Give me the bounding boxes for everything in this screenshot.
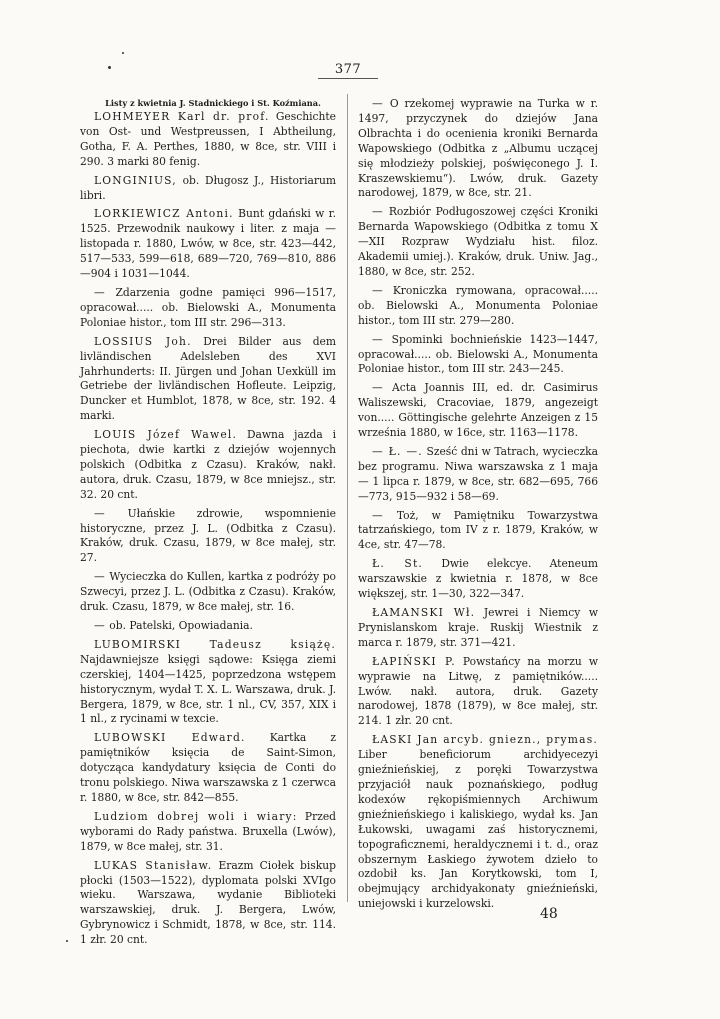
entry <box>80 335 336 424</box>
entry-text: Erazm Ciołek biskup płocki (1503—1522), dyplomata polski XVIgo wieku. Warszawa, wydanie Biblioteki warszawskiej, druk. J. Bergera, Lwów, Gybrynowicz i Schmidt, 1878, w 8ce, str. 114. 1 złr. 20 cnt. <box>80 858 336 947</box>
entry <box>358 97 598 201</box>
entry-head: — <box>372 283 384 297</box>
entry-text: Ułańskie zdrowie, wspomnienie historyczne, przez J. L. (Odbitka z Czasu). Kraków, druk. Czasu, 1879, w 8ce małej, str. 27. <box>80 506 337 565</box>
entry-text: ob. Długosz J., Historiarum libri. <box>80 173 336 202</box>
entry <box>80 207 336 282</box>
entry-head: ŁAPIŃSKI P. <box>372 654 456 668</box>
entry-text: O rzekomej wyprawie na Turka w r. 1497, przyczynek do dziejów Jana Olbrachta i do ocenienia kroniki Bernarda Wapowskiego (Odbitka z „Albumu uczącej się młodzieży polskiej, poświęconego J. I. Kraszewskiemu“). Lwów, druk. Gazety narodowej, 1879, w 8ce, str. 21. <box>358 97 598 200</box>
entry-head: — <box>372 205 384 219</box>
ink-speck <box>66 940 68 942</box>
ink-speck <box>108 66 111 69</box>
entry-head: LUKAS Stanisław. <box>94 858 213 872</box>
entry <box>358 509 598 554</box>
entry-head: LUBOWSKI Edward. <box>94 731 246 745</box>
entry <box>80 507 336 567</box>
entry <box>358 205 598 280</box>
entry-text: Jewrei i Niemcy w Prynislanskom kraje. Ruskij Wiestnik z marca r. 1879, str. 371—421. <box>358 606 598 649</box>
entry-head: ŁAMANSKI Wł. <box>372 606 476 619</box>
entry-head: — <box>372 381 384 395</box>
entry-text: Geschichte von Ost- und Westpreussen, I Abtheilung, Gotha, F. A. Perthes, 1880, w 8ce, str. VIII i 290. 3 marki 80 fenig. <box>80 110 336 168</box>
entry <box>80 174 336 204</box>
entry-text: Zdarzenia godne pamięci 996—1517, opracował..... ob. Bielowski A., Monumenta Poloniae histor., tom III str. 296—313. <box>80 285 336 329</box>
entry-head: — <box>94 619 106 632</box>
entry-head: — <box>94 285 106 299</box>
entry-text: Drei Bilder aus dem livländischen Adelsleben des XVI Jahrhunderts: II. Jürgen und Johan Uexküll im Getriebe der livländischen Hofleute. Leipzig, Duncker et Humblot, 1878, w 8ce, str. 192. 4 marki. <box>80 334 336 423</box>
column-divider <box>347 94 348 902</box>
entry-text: Kartka z pamiętników księcia de Saint-Simon, dotycząca kandydatury księcia de Conti do tronu polskiego. Niwa warszawska z 1 czerwca r. 1880, w 8ce, str. 842—855. <box>80 731 336 804</box>
entry <box>80 810 336 855</box>
entry-text: Acta Joannis III, ed. dr. Casimirus Waliszewski, Cracoviae, 1879, angezeigt von..... Göttingische gelehrte Anzeigen z 15 września 1880, w 16ce, str. 1163—1178. <box>358 381 598 440</box>
entry <box>80 731 336 806</box>
entry <box>80 619 336 634</box>
entry-text: Dawna jazda i piechota, dwie kartki z dziejów wojennych polskich (Odbitka z Czasu). Kraków, nakł. autora, druk. Czasu, 1879, w 8ce mniejsz., str. 32. 20 cnt. <box>80 428 336 501</box>
ink-speck <box>122 52 124 54</box>
entry-head: LOSSIUS Joh. <box>94 334 192 348</box>
entry <box>80 638 336 727</box>
entry-head: — <box>94 506 106 520</box>
entry <box>358 733 598 912</box>
entry-head: Ł. St. <box>372 557 424 571</box>
entry-head: — <box>372 332 384 346</box>
entry-text: Toż, w Pamiętniku Towarzystwa tatrzańskiego, tom IV z r. 1879, Kraków, w 4ce, str. 47—78. <box>358 508 598 552</box>
running-head: Listy z kwietnia J. Stadnickiego i St. Koźmiana. <box>105 98 321 108</box>
entry <box>80 570 336 615</box>
right-column <box>358 97 598 916</box>
entry <box>358 381 598 441</box>
entry-head: LOUIS Józef Wawel. <box>94 428 238 442</box>
entry-text: Dwie elekcye. Ateneum warszawskie z kwietnia r. 1878, w 8ce większej, str. 1—30, 322—347. <box>358 557 598 601</box>
entry-text: ob. Patelski, Opowiadania. <box>109 619 253 632</box>
entry-head: — <box>94 570 106 584</box>
entry-text: Spominki bochnieńskie 1423—1447, opracował..... ob. Bielowski A., Monumenta Poloniae histor., tom III str. 243—245. <box>358 332 598 376</box>
entry-head: — <box>372 97 384 110</box>
entry-text: Najdawniejsze księgi sądowe: Księga ziemi czerskiej, 1404—1425, poprzedzona wstępem historycznym, wydał T. X. L. Warszawa, druk. J. Bergera, 1879, w 8ce, str. 1 nl., CV, 357, XIX i 1 nl., z rycinami w texcie. <box>80 652 336 726</box>
entry-head: LORKIEWICZ Antoni. <box>94 207 234 221</box>
entry-text: Powstańcy na morzu w wyprawie na Litwę, z pamiętników..... Lwów. nakł. autora, druk. Gazety narodowej, 1878 (1879), w 8ce małej, str. 214. 1 złr. 20 cnt. <box>358 654 598 728</box>
entry <box>358 333 598 378</box>
entry-text: Kroniczka rymowana, opracował..... ob. Bielowski A., Monumenta Poloniae histor., tom III str. 279—280. <box>358 283 599 327</box>
entry <box>358 557 598 602</box>
entry <box>80 428 336 503</box>
left-column <box>80 110 336 952</box>
entry-text: Wycieczka do Kullen, kartka z podróży po Szwecyi, przez J. L. (Odbitka z Czasu). Kraków, druk. Czasu, 1879, w 8ce małej, str. 16. <box>80 570 336 614</box>
signature-mark: 48 <box>540 906 558 922</box>
entry-text: Bunt gdański w r. 1525. Przewodnik naukowy i liter. z maja —listopada r. 1880, Lwów, w 8ce, str. 423—442, 517—533, 599—618, 689—720, 769—810, 886—904 i 1031—1044. <box>80 207 336 281</box>
entry <box>80 859 336 948</box>
entry-head: Ludziom dobrej woli i wiary: <box>94 809 298 823</box>
entry-head: LONGINIUS, <box>94 173 177 187</box>
entry-text: Liber beneficiorum archidyecezyi gnieźnieńskiej, z poręki Towarzystwa przyjaciół nauk poznańskiego, podług kodexów rękopiśmiennych Archiwum gnieźnieńskiego i kaliskiego, wydał ks. Jan Łukowski, uwagami zaś historycznemi, topograficznemi, heraldycznemi i t. d., oraz obszernym Łaskiego żywotem dzieło to ozdobił ks. Jan Korytkowski, tom I, obejmujący archidyakonaty gnieźnieński, uniejowski i kurzelowski. <box>358 748 598 911</box>
entry <box>358 284 598 329</box>
entry <box>358 445 598 505</box>
entry <box>80 110 336 170</box>
page-number: 377 <box>318 62 378 79</box>
entry-head: — Ł. —. <box>372 444 423 458</box>
entry-text: Rozbiór Podługoszowej części Kroniki Bernarda Wapowskiego (Odbitka z tomu X—XII Rozpraw Wydziału hist. filoz. Akademii umiej.). Kraków, druk. Uniw. Jag., 1880, w 8ce, str. 252. <box>358 205 599 278</box>
entry-text: Sześć dni w Tatrach, wycieczka bez programu. Niwa warszawska z 1 maja — 1 lipca r. 1879, w 8ce, str. 682—695, 766—773, 915—932 i 58—69. <box>358 444 598 503</box>
entry <box>80 286 336 331</box>
entry-head: ŁASKI Jan arcyb. gniezn., prymas. <box>372 733 598 747</box>
entry-head: LUBOMIRSKI Tadeusz książę. <box>94 637 336 651</box>
entry-head: LOHMEYER Karl dr. prof. <box>94 110 270 123</box>
entry-head: — <box>372 508 384 522</box>
entry <box>358 655 598 730</box>
entry-text: Przed wyborami do Rady państwa. Bruxella (Lwów), 1879, w 8ce małej, str. 31. <box>80 809 336 853</box>
entry <box>358 606 598 651</box>
